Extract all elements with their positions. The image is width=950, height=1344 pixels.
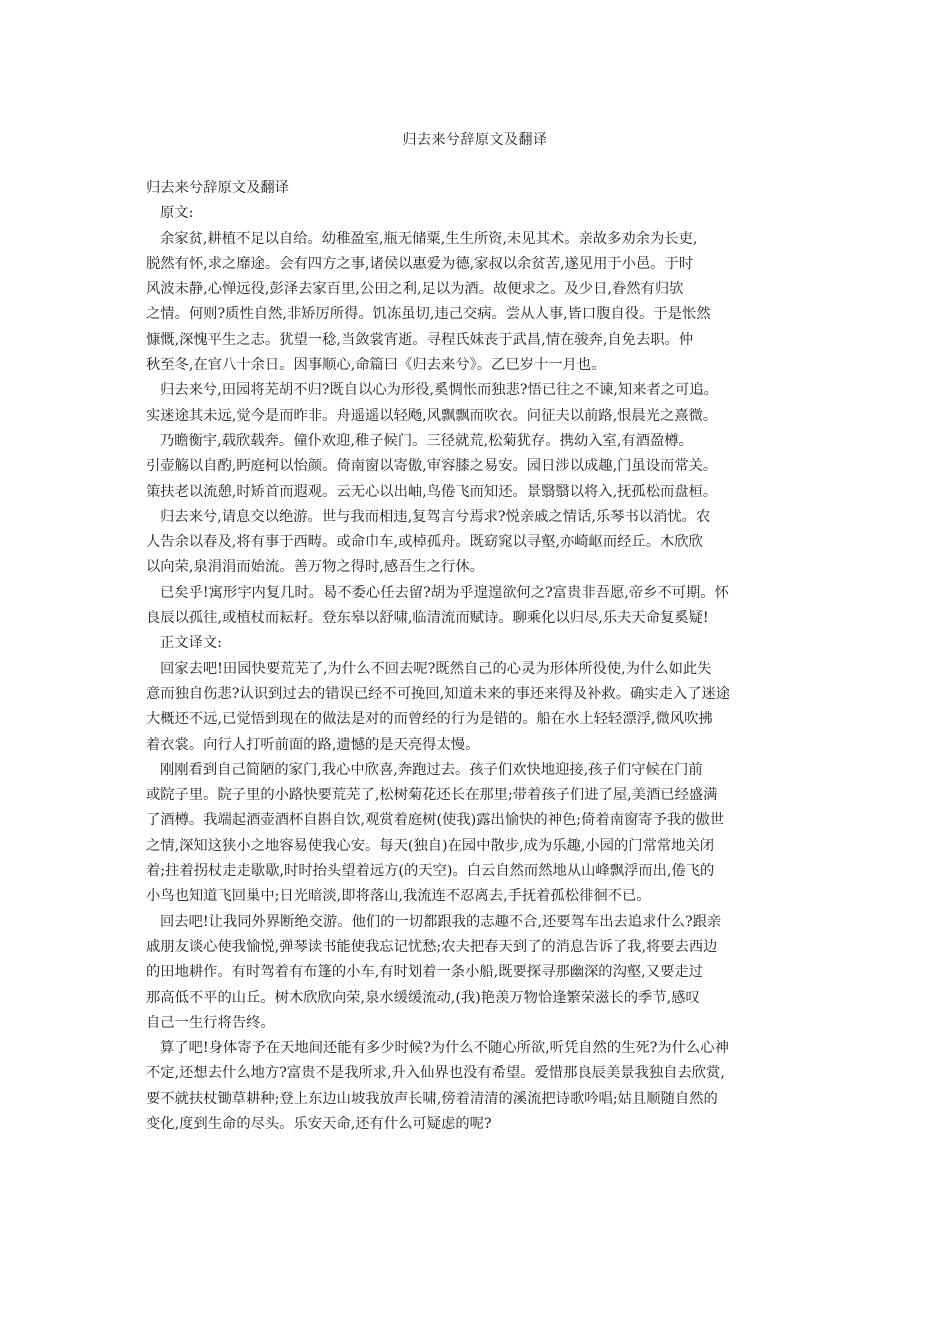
text-line: 人告余以春及,将有事于西畴。或命巾车,或棹孤舟。既窈窕以寻壑,亦崎岖而经丘。木欣欣 xyxy=(146,534,703,551)
text-line: 脱然有怀,求之靡途。会有四方之事,诸侯以惠爱为德,家叔以余贫苦,遂见用于小邑。于时 xyxy=(146,255,694,272)
text-line: 要不就扶杖锄草耕种;登上东边山坡我放声长啸,傍着清清的溪流把诗歌吟唱;姑且顺随自然的 xyxy=(146,1090,718,1107)
text-line: 之情。何则?质性自然,非矫厉所得。饥冻虽切,违己交病。尝从人事,皆口腹自役。于是怅然 xyxy=(146,306,711,323)
text-line: 那高低不平的山丘。树木欣欣向荣,泉水缓缓流动,(我)艳羡万物恰逢繁荣滋长的季节,感叹 xyxy=(146,989,700,1006)
text-line: 策扶老以流憩,时矫首而遐观。云无心以出岫,鸟倦飞而知还。景翳翳以将入,抚孤松而盘桓。 xyxy=(146,483,718,500)
text-line: 余家贫,耕植不足以自给。幼稚盈室,瓶无储粟,生生所资,未见其术。亲故多劝余为长吏, xyxy=(160,230,698,247)
text-line: 自己一生行将告终。 xyxy=(146,1014,275,1031)
page-title: 归去来兮辞原文及翻译 xyxy=(402,132,548,148)
text-line: 小鸟也知道飞回巢中;日光暗淡,即将落山,我流连不忍离去,手抚着孤松徘徊不已。 xyxy=(146,888,651,905)
text-line: 正文译文: xyxy=(160,635,223,652)
text-line: 不定,还想去什么地方?富贵不是我所求,升入仙界也没有希望。爱惜那良辰美景我独自去欣赏, xyxy=(146,1065,725,1082)
text-line: 以向荣,泉涓涓而始流。善万物之得时,感吾生之行休。 xyxy=(146,559,484,576)
text-line: 了酒樽。我端起酒壶酒杯自斟自饮,观赏着庭树(使我)露出愉快的神色;倚着南窗寄予我的傲世 xyxy=(146,812,725,829)
text-line: 刚刚看到自己简陋的家门,我心中欣喜,奔跑过去。孩子们欢快地迎接,孩子们守候在门前 xyxy=(160,761,703,778)
text-line: 戚朋友谈心使我愉悦,弹琴读书能使我忘记忧愁;农夫把春天到了的消息告诉了我,将要去西边 xyxy=(146,938,718,955)
text-line: 意而独自伤悲?认识到过去的错误已经不可挽回,知道未来的事还来得及补救。确实走入了迷途 xyxy=(146,685,731,702)
text-line: 着;拄着拐杖走走歇歇,时时抬头望着远方(的天空)。白云自然而然地从山峰飘浮而出,倦飞的 xyxy=(146,863,715,880)
text-lines xyxy=(146,201,812,1137)
text-line: 秋至冬,在官八十余日。因事顺心,命篇曰《归去来兮》。乙巳岁十一月也。 xyxy=(146,357,606,374)
text-line: 之情,深知这狭小之地容易使我心安。每天(独自)在园中散步,成为乐趣,小园的门常常地关闭 xyxy=(146,837,715,854)
text-line: 回家去吧!田园快要荒芜了,为什么不回去呢?既然自己的心灵为形体所役使,为什么如此失 xyxy=(160,660,712,677)
text-line: 乃瞻衡宇,载欣载奔。僮仆欢迎,稚子候门。三径就荒,松菊犹存。携幼入室,有酒盈樽。 xyxy=(160,432,693,449)
text-line: 或院子里。院子里的小路快要荒芜了,松树菊花还长在那里;带着孩子们进了屋,美酒已经盛满 xyxy=(146,787,718,804)
text-line: 实迷途其未远,觉今是而昨非。舟遥遥以轻飏,风飘飘而吹衣。问征夫以前路,恨晨光之熹微。 xyxy=(146,407,718,424)
text-line: 的田地耕作。有时驾着有布篷的小车,有时划着一条小船,既要探寻那幽深的沟壑,又要走过 xyxy=(146,964,703,981)
text-line: 已矣乎!寓形宇内复几时。曷不委心任去留?胡为乎遑遑欲何之?富贵非吾愿,帝乡不可期。怀 xyxy=(160,584,729,601)
text-line: 变化,度到生命的尽头。乐安天命,还有什么可疑虑的呢? xyxy=(146,1115,492,1132)
document-body xyxy=(146,176,812,1137)
text-line: 原文: xyxy=(160,205,194,222)
text-line: 慷慨,深愧平生之志。犹望一稔,当敛裳宵逝。寻程氏妹丧于武昌,情在骏奔,自免去职。仲 xyxy=(146,331,694,348)
text-line: 良辰以孤往,或植杖而耘耔。登东皋以舒啸,临清流而赋诗。聊乘化以归尽,乐夫天命复奚疑! xyxy=(146,610,709,627)
text-line: 引壶觞以自酌,眄庭柯以怡颜。倚南窗以寄傲,审容膝之易安。园日涉以成趣,门虽设而常关。 xyxy=(146,458,718,475)
text-line: 回去吧!让我同外界断绝交游。他们的一切都跟我的志趣不合,还要驾车出去追求什么?跟亲 xyxy=(160,913,722,930)
document-heading: 归去来兮辞原文及翻译 xyxy=(146,180,289,196)
text-line: 归去来兮,田园将芜胡不归?既自以心为形役,奚惆怅而独悲?悟已往之不谏,知来者之可追。 xyxy=(160,382,718,399)
text-line: 风波未静,心惮远役,彭泽去家百里,公田之利,足以为酒。故便求之。及少日,眷然有归欤 xyxy=(146,281,684,298)
text-line: 归去来兮,请息交以绝游。世与我而相违,复驾言兮焉求?悦亲戚之情话,乐琴书以消忧。农 xyxy=(160,508,711,525)
text-line: 算了吧!身体寄予在天地间还能有多少时候?为什么不随心所欲,听凭自然的生死?为什么心神 xyxy=(160,1040,729,1057)
text-line: 着衣裳。向行人打听前面的路,遗憾的是天亮得太慢。 xyxy=(146,736,480,753)
text-line: 大概还不远,已觉悟到现在的做法是对的而曾经的行为是错的。船在水上轻轻漂浮,微风吹拂 xyxy=(146,711,713,728)
